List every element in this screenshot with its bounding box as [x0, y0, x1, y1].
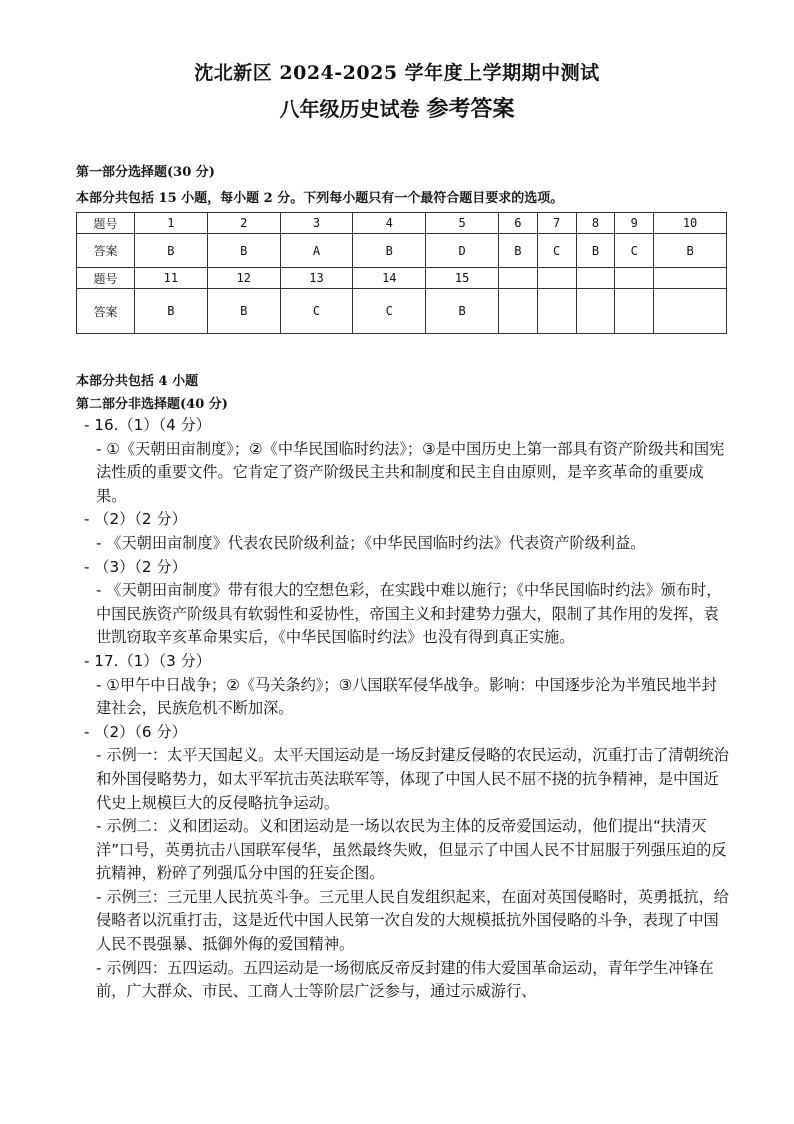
number-cell: [498, 268, 537, 289]
q16-1-heading: - 16.（1）（4 分）: [84, 416, 211, 434]
answer-cell: [615, 289, 654, 334]
part1-instruction: 本部分共包括 15 小题，每小题 2 分。下列每小题只有一个最符合题目要求的选项。: [76, 191, 564, 206]
table-row-answers-1: [77, 234, 727, 268]
q16-3-heading: - （3）（2 分）: [84, 557, 187, 576]
answer-cell: B: [207, 289, 280, 334]
number-cell: 4: [353, 213, 426, 234]
answer-cell: B: [135, 289, 208, 334]
subtitle-main: 八年级历史试卷: [279, 97, 420, 121]
number-cell: 5: [426, 213, 499, 234]
answer-cell: B: [426, 289, 499, 334]
q17-2-example-4: - 示例四：五四运动。五四运动是一场彻底反帝反封建的伟大爱国革命运动，青年学生冲锋在前，广大群众、市民、工商人士等阶层广泛参与，通过示威游行、: [96, 958, 714, 1001]
answer-cell: [654, 289, 727, 334]
row-label-number: 题号: [77, 213, 135, 234]
part1-heading: 第一部分选择题(30 分): [76, 165, 215, 180]
q17-2-example-2: - 示例二：义和团运动。义和团运动是一场以农民为主体的反帝爱国运动，他们提出“扶清灭洋”口号，英勇抗击八国联军侵华，虽然最终失败，但显示了中国人民不甘屈服于列强压迫的反抗精神，粉碎了列强瓜分中国的狂妄企图。: [96, 817, 727, 883]
answer-cell: C: [353, 289, 426, 334]
answers-body: [76, 414, 731, 1004]
number-cell: [615, 268, 654, 289]
answer-cell: [537, 289, 576, 334]
number-cell: 7: [537, 213, 576, 234]
exam-subtitle: [0, 92, 794, 123]
number-cell: 12: [207, 268, 280, 289]
row-label-answer: 答案: [77, 289, 135, 334]
number-cell: 13: [280, 268, 353, 289]
number-cell: 10: [654, 213, 727, 234]
answer-cell: C: [537, 234, 576, 268]
answer-cell: B: [207, 234, 280, 268]
number-cell: [537, 268, 576, 289]
number-cell: 11: [135, 268, 208, 289]
answer-cell: B: [654, 234, 727, 268]
answer-table: [76, 212, 727, 334]
number-cell: 2: [207, 213, 280, 234]
q16-3-answer: - 《天朝田亩制度》带有很大的空想色彩，在实践中难以施行；《中华民国临时约法》颁布时，中国民族资产阶级具有软弱性和妥协性，帝国主义和封建势力强大，限制了其作用的发挥，袁世凯窃取辛亥革命果实后，《中华民国临时约法》也没有得到真正实施。: [96, 581, 722, 647]
q17-1-answer: - ①甲午中日战争；②《马关条约》；③八国联军侵华战争。影响：中国逐步沦为半殖民地半封建社会，民族危机不断加深。: [96, 675, 717, 718]
answer-cell: B: [498, 234, 537, 268]
q17-2-heading: - （2）（6 分）: [84, 722, 187, 741]
q16-1-answer: - ①《天朝田亩制度》；②《中华民国临时约法》；③是中国历史上第一部具有资产阶级共和国宪法性质的重要文件。它肯定了资产阶级民主共和制度和民主自由原则，是辛亥革命的重要成果。: [96, 439, 725, 505]
q17-2-example-3: - 示例三：三元里人民抗英斗争。三元里人民自发组织起来，在面对英国侵略时，英勇抵抗，给侵略者以沉重打击，这是近代中国人民第一次自发的大规模抵抗外国侵略的斗争，表现了中国人民不畏强暴、抵御外侮的爱国精神。: [96, 887, 729, 954]
answer-cell: [576, 289, 615, 334]
number-cell: 15: [426, 268, 499, 289]
part2-count-note: 本部分共包括 4 小题: [76, 374, 199, 389]
table-row-numbers-2: [77, 268, 727, 289]
number-cell: 14: [353, 268, 426, 289]
number-cell: 6: [498, 213, 537, 234]
q17-1-heading: - 17.（1）（3 分）: [84, 651, 211, 670]
number-cell: 1: [135, 213, 208, 234]
number-cell: [654, 268, 727, 289]
number-cell: 9: [615, 213, 654, 234]
number-cell: 8: [576, 213, 615, 234]
table-row-numbers-1: [77, 213, 727, 234]
q16-2-heading: - （2）（2 分）: [84, 510, 187, 529]
answer-cell: C: [280, 289, 353, 334]
row-label-number: 题号: [77, 268, 135, 289]
q17-2-example-1: - 示例一：太平天国起义。太平天国运动是一场反封建反侵略的农民运动，沉重打击了清朝统治和外国侵略势力，如太平军抗击英法联军等，体现了中国人民不屈不挠的抗争精神，是中国近代史上规模巨大的反侵略抗争运动。: [96, 746, 729, 812]
number-cell: [576, 268, 615, 289]
answer-cell: B: [353, 234, 426, 268]
answer-cell: C: [615, 234, 654, 268]
row-label-answer: 答案: [77, 234, 135, 268]
subtitle-bold: 参考答案: [426, 96, 515, 122]
answer-cell: [498, 289, 537, 334]
answer-cell: B: [576, 234, 615, 268]
table-row-answers-2: [77, 289, 727, 334]
number-cell: 3: [280, 213, 353, 234]
answer-cell: D: [426, 234, 499, 268]
part2-heading: 第二部分非选择题(40 分): [76, 397, 228, 412]
exam-title: 沈北新区 2024-2025 学年度上学期期中测试: [194, 62, 600, 84]
q16-2-answer: - 《天朝田亩制度》代表农民阶级利益；《中华民国临时约法》代表资产阶级利益。: [96, 533, 646, 552]
answer-cell: B: [135, 234, 208, 268]
answer-cell: A: [280, 234, 353, 268]
